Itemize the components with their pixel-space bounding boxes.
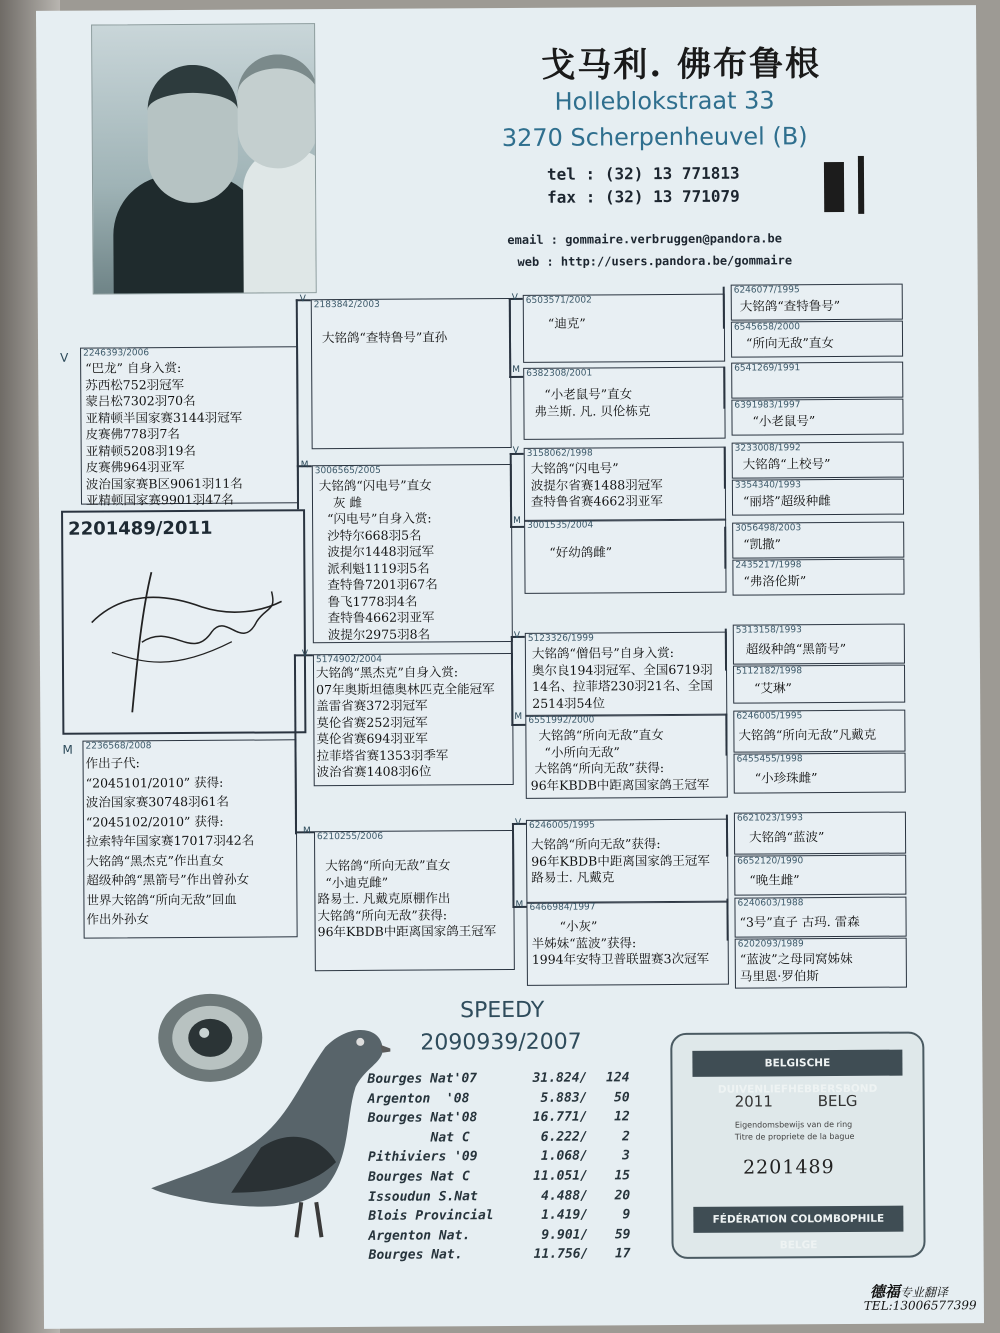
result-coefficient: 11.756 xyxy=(533,1246,581,1263)
gen3-line: 查特鲁省赛4662羽亚军 xyxy=(530,493,663,509)
gen4-ring: 6455455/1998 xyxy=(736,754,803,765)
result-birds: 59 xyxy=(614,1227,631,1243)
result-coefficient: 5.883 xyxy=(540,1090,580,1106)
gen4-line: “所向无敌”直女 xyxy=(745,335,834,351)
gen3-line: 1994年安特卫普联盟赛3次冠军 xyxy=(531,950,710,967)
gen3-ring: 6551992/2000 xyxy=(528,715,595,726)
result-row xyxy=(367,1070,667,1091)
gen2-box xyxy=(314,830,515,971)
gen4-box xyxy=(734,753,906,794)
gen3-sex: V xyxy=(513,630,521,641)
photo-face-man xyxy=(237,54,316,168)
gen4-ring: 6621023/1993 xyxy=(736,813,803,824)
dam-sex-mark: M xyxy=(62,742,73,757)
gen2-box xyxy=(311,298,512,449)
gen3-line: “小老鼠号”直女 xyxy=(544,386,633,402)
gen2-text xyxy=(319,477,438,643)
gen2-line: 96年KBDB中距离国家鸽王冠军 xyxy=(317,923,497,940)
gen2-line: 盖雷省赛372羽冠军 xyxy=(316,697,428,714)
gen4-box xyxy=(734,897,906,938)
dam-ring: 2236568/2008 xyxy=(85,741,152,752)
photo-face-woman xyxy=(147,65,238,204)
gen2-line: 大铭鸽“所向无敌”直女 xyxy=(325,857,451,874)
result-birds: 12 xyxy=(614,1109,630,1125)
gen2-line: 大铭鸽“所向无敌”获得: xyxy=(317,906,448,923)
website: web : http://users.pandora.be/gommaire xyxy=(517,253,793,269)
eye-icon xyxy=(158,994,263,1083)
gen3-text xyxy=(530,727,709,794)
result-separator: / xyxy=(580,1168,588,1184)
dam-line: “2045101/2010” 获得: xyxy=(85,774,224,791)
result-coefficient: 1.068 xyxy=(540,1148,581,1165)
footer-brand-name: 德福 xyxy=(869,1282,900,1301)
gen2-line: 莫伦省赛694羽亚军 xyxy=(316,730,428,747)
owner-name: 戈马利. 佛布鲁根 xyxy=(541,44,822,86)
sire-line: 亚精顿半国家赛3144羽冠军 xyxy=(85,409,243,426)
barcode-marks xyxy=(822,156,892,216)
speedy-results xyxy=(367,1070,668,1268)
result-birds: 2 xyxy=(621,1129,630,1145)
sire-sex-mark: V xyxy=(60,350,69,365)
gen2-line: 查特鲁4662羽亚军 xyxy=(327,609,435,626)
gen3-ring: 6466984/1997 xyxy=(529,902,596,913)
gen4-line: 大铭鸽“上校号” xyxy=(742,456,831,472)
gen4-line: 马里恩·罗伯斯 xyxy=(739,967,819,984)
gen3-line: 波提尔省赛1488羽冠军 xyxy=(530,476,663,493)
gen4-ring: 3354340/1993 xyxy=(734,480,801,491)
result-separator: / xyxy=(579,1109,588,1125)
gen2-line: 大铭鸽“黑杰克”自身入赏: xyxy=(315,664,459,681)
sire-line: 亚精顿5208羽19名 xyxy=(85,442,196,459)
gen2-sex: V xyxy=(301,649,309,660)
gen2-line: 大铭鸽“查特鲁号”直孙 xyxy=(321,329,448,346)
subject-box xyxy=(61,509,309,734)
card-top-banner: BELGISCHE DUIVENLIEFHEBBERSBOND xyxy=(692,1050,902,1077)
gen2-box xyxy=(312,464,513,643)
gen4-box xyxy=(733,710,905,753)
result-birds: 15 xyxy=(614,1168,631,1184)
gen2-line: “小迪克雌” xyxy=(325,874,389,890)
result-coefficient: 6.222 xyxy=(540,1129,580,1145)
dam-line: 波治国家赛30748羽61名 xyxy=(85,793,230,810)
result-row xyxy=(368,1148,668,1169)
footer-brand-suffix: 专业翻译 xyxy=(899,1285,948,1300)
result-row xyxy=(368,1207,668,1228)
gen3-text xyxy=(534,386,650,420)
gen2-ring: 5174902/2004 xyxy=(315,654,383,666)
gen2-ring: 6210255/2006 xyxy=(317,831,384,843)
gen3-box xyxy=(525,714,728,799)
gen4-line: “弗洛伦斯” xyxy=(743,573,807,589)
gen2-line: 派利魁1119羽5名 xyxy=(327,559,430,576)
gen2-sex: M xyxy=(300,460,309,471)
dam-line: 拉索特年国家赛17017羽42名 xyxy=(86,832,255,849)
gen2-box xyxy=(313,653,514,786)
gen2-line: 路易士. 凡戴克原棚作出 xyxy=(317,890,451,907)
sire-text xyxy=(85,360,243,509)
gen4-box xyxy=(734,855,906,896)
result-row xyxy=(368,1129,668,1150)
pigeon-illustration xyxy=(150,987,392,1260)
gen3-text xyxy=(531,460,663,510)
result-row xyxy=(368,1168,668,1189)
gen4-line: 大铭鸽“所向无敌”凡戴克 xyxy=(738,726,877,743)
result-race: Bourges Nat C xyxy=(368,1169,470,1185)
gen3-box xyxy=(523,294,725,363)
gen3-sex: M xyxy=(514,711,523,722)
gen2-text xyxy=(317,857,496,941)
gen3-line: 大铭鸽“闪电号” xyxy=(530,460,619,476)
sire-line: 皮赛佛778羽7名 xyxy=(85,426,180,442)
gen2-line: 鲁飞1778羽4名 xyxy=(327,593,418,609)
footer-tel: TEL:13006577399 xyxy=(863,1298,977,1313)
connector xyxy=(509,298,511,378)
result-separator: / xyxy=(580,1246,589,1262)
card-bottom-banner: FÉDÉRATION COLOMBOPHILE BELGE xyxy=(693,1206,903,1233)
gen3-box xyxy=(526,901,729,986)
gen3-line: 路易士. 凡戴克 xyxy=(531,869,615,885)
gen3-ring: 5123326/1999 xyxy=(527,633,594,644)
gen4-line: “凯撒” xyxy=(743,536,782,552)
connector xyxy=(512,823,515,908)
result-birds: 3 xyxy=(622,1148,631,1164)
gen4-line: “小珍珠雌” xyxy=(754,770,818,786)
connector xyxy=(724,447,726,489)
gen4-box xyxy=(733,624,905,665)
result-separator: / xyxy=(579,1070,588,1086)
result-birds: 17 xyxy=(614,1246,631,1262)
gen2-line: 灰 雌 xyxy=(332,494,363,510)
dam-line: “2045102/2010” 获得: xyxy=(85,813,224,830)
gen4-ring: 5112182/1998 xyxy=(736,666,803,677)
result-coefficient: 11.051 xyxy=(533,1168,581,1184)
result-separator: / xyxy=(580,1188,589,1204)
gen4-ring: 5313158/1993 xyxy=(735,625,802,636)
connector xyxy=(726,815,728,857)
gen4-box xyxy=(734,812,906,855)
result-separator: / xyxy=(579,1090,588,1106)
result-race: Bourges Nat'07 xyxy=(367,1071,478,1087)
gen3-text xyxy=(532,918,710,969)
gen4-box xyxy=(732,559,904,596)
result-birds: 124 xyxy=(605,1070,630,1086)
gen4-line: 大铭鸽“查特鲁号” xyxy=(739,297,841,314)
connector xyxy=(723,287,725,329)
result-birds: 20 xyxy=(614,1187,631,1203)
gen3-ring: 3158062/1998 xyxy=(526,448,593,459)
sire-line: 亚精顿国家赛9901羽47名 xyxy=(85,491,234,508)
gen2-line: 波治省赛1408羽6位 xyxy=(316,763,432,780)
gen3-box xyxy=(524,519,726,594)
gen3-box xyxy=(524,447,726,522)
result-separator: / xyxy=(579,1148,588,1164)
result-race: Bourges Nat'08 xyxy=(367,1110,478,1127)
gen3-line: 大铭鸽“所向无敌”获得: xyxy=(534,760,665,776)
result-coefficient: 1.419 xyxy=(541,1207,581,1223)
result-race: Argenton '08 xyxy=(367,1090,470,1107)
result-row xyxy=(368,1188,668,1209)
card-ring-number: 2201489 xyxy=(742,1156,835,1179)
gen4-ring: 3233008/1992 xyxy=(734,443,801,454)
connector xyxy=(511,636,514,726)
gen4-ring: 6545658/2000 xyxy=(733,322,800,333)
gen3-line: 96年KBDB中距离国家鸽王冠军 xyxy=(530,776,710,793)
result-separator: / xyxy=(580,1227,589,1243)
photo-figure-man xyxy=(243,149,317,294)
gen2-line: 莫伦省赛252羽冠军 xyxy=(316,714,428,730)
gen2-line: 07年奥斯坦德奥林匹克全能冠军 xyxy=(316,680,495,697)
gen2-text xyxy=(316,664,495,781)
gen4-line: “3号”直子 古玛. 雷森 xyxy=(739,913,860,930)
gen3-ring: 6382308/2001 xyxy=(526,368,593,379)
gen3-box xyxy=(525,632,728,717)
connector xyxy=(726,899,728,941)
subject-ring: 2201489/2011 xyxy=(68,517,213,540)
gen4-box xyxy=(731,399,903,436)
connector xyxy=(510,453,512,528)
speedy-ring: 2090939/2007 xyxy=(420,1029,582,1056)
result-birds: 9 xyxy=(622,1207,631,1223)
result-race: Pithiviers '09 xyxy=(367,1149,478,1166)
gen3-ring: 6503571/2002 xyxy=(525,295,592,306)
email: email : gommaire.verbruggen@pandora.be xyxy=(507,231,782,248)
gen4-line: 大铭鸽“蓝波” xyxy=(748,829,825,845)
ring-certificate xyxy=(670,1031,925,1259)
gen3-ring: 6246005/1995 xyxy=(528,820,596,831)
gen3-text xyxy=(531,836,710,887)
gen4-box xyxy=(732,522,904,559)
result-race: Issoudun S.Nat xyxy=(368,1188,478,1205)
sire-line: 皮赛佛964羽亚军 xyxy=(85,458,185,475)
gen4-ring: 6246005/1995 xyxy=(736,711,803,722)
gen4-line: 超级种鸽“黑箭号” xyxy=(745,640,847,657)
gen4-text xyxy=(740,951,853,985)
sire-ring: 2246393/2006 xyxy=(83,348,150,359)
gen3-line: “小灰” xyxy=(559,918,598,934)
result-race: Bourges Nat. xyxy=(368,1247,463,1264)
dam-box xyxy=(82,739,297,938)
gen4-box xyxy=(731,284,903,321)
gen3-line: “小所向无敌” xyxy=(544,743,620,760)
gen3-line: 弗兰斯. 凡. 贝伦栋克 xyxy=(534,402,651,419)
gen3-box xyxy=(526,819,729,904)
gen3-ring: 3001535/2004 xyxy=(527,520,594,531)
gen2-line: “闪电号”自身入赏: xyxy=(327,510,432,527)
result-race: Nat C xyxy=(367,1130,470,1146)
gen2-line: 沙特尔668羽5名 xyxy=(327,527,422,543)
result-coefficient: 31.824 xyxy=(532,1070,580,1086)
connector xyxy=(724,527,726,569)
city-address: 3270 Scherpenheuvel (B) xyxy=(501,122,808,153)
dam-line: 超级种鸽“黑箭号”作出曾孙女 xyxy=(86,871,250,888)
gen2-line: 拉菲塔省赛1353羽季军 xyxy=(316,746,449,763)
sire-line: 波治国家赛B区9061羽11名 xyxy=(85,475,243,492)
gen4-ring: 2435217/1998 xyxy=(735,560,802,571)
card-year: 2011 xyxy=(734,1092,773,1111)
dam-line: 大铭鸽“黑杰克”作出直女 xyxy=(86,852,224,869)
pedigree-sheet xyxy=(36,5,984,1329)
result-race: Argenton Nat. xyxy=(368,1228,471,1244)
gen3-sex: V xyxy=(514,817,522,828)
gen4-ring: 6391983/1997 xyxy=(734,400,801,411)
connector xyxy=(725,714,727,756)
gen2-line: 波提尔2975羽8名 xyxy=(327,625,431,642)
connector xyxy=(725,629,727,671)
gen4-line: “丽塔”超级种雌 xyxy=(742,493,831,509)
connector xyxy=(723,367,725,409)
connector xyxy=(509,376,523,378)
gen4-box xyxy=(733,665,905,704)
result-row xyxy=(368,1109,668,1130)
gen4-box xyxy=(731,362,903,399)
gen3-line: 半姊妹“蓝波”获得: xyxy=(531,934,637,951)
connector xyxy=(510,526,524,528)
gen4-ring: 6652120/1990 xyxy=(737,856,804,867)
street-address: Holleblokstraat 33 xyxy=(554,86,775,116)
gen2-sex: M xyxy=(302,826,311,837)
gen3-line: 大铭鸽“僧侣号”自身入赏: xyxy=(531,644,674,661)
gen4-box xyxy=(735,938,907,989)
gen4-line: “艾琳” xyxy=(754,680,792,696)
card-line1: Eigendomsbewijs van de ring xyxy=(734,1119,853,1130)
result-coefficient: 9.901 xyxy=(541,1227,581,1243)
sire-line: 蒙吕松7302羽70名 xyxy=(85,392,196,409)
result-row xyxy=(368,1227,668,1248)
gen3-text xyxy=(532,645,713,712)
gen4-ring: 3056498/2003 xyxy=(735,523,802,534)
result-birds: 50 xyxy=(613,1089,630,1105)
gen3-line: “迪克” xyxy=(547,315,586,331)
gen3-box xyxy=(523,367,725,440)
gen2-line: 波提尔1448羽冠军 xyxy=(327,543,435,560)
gen2-line: 大铭鸽“闪电号”直女 xyxy=(318,477,432,494)
connector xyxy=(511,724,525,726)
gen3-line: 大铭鸽“所向无敌”获得: xyxy=(531,836,661,852)
gen4-ring: 6202093/1989 xyxy=(737,939,804,950)
gen3-sex: M xyxy=(515,899,524,910)
gen3-sex: M xyxy=(513,515,521,526)
dam-line: 作出外孙女 xyxy=(86,911,150,927)
gen3-line: 大铭鸽“所向无敌”直女 xyxy=(538,727,664,743)
sire-box xyxy=(80,346,299,508)
owners-photo xyxy=(91,23,317,294)
fax: fax : (32) 13 771079 xyxy=(547,186,740,207)
dam-line: 作出子代: xyxy=(85,755,140,771)
telephone: tel : (32) 13 771813 xyxy=(546,163,740,184)
result-race: Blois Provincial xyxy=(368,1208,494,1225)
gen4-box xyxy=(732,442,904,479)
gen3-line: “好幼鸽雌” xyxy=(549,544,613,560)
gen3-sex: V xyxy=(511,292,518,303)
result-row xyxy=(369,1246,669,1267)
gen4-box xyxy=(731,321,903,358)
gen3-line: 奥尔良194羽冠军、全国6719羽 xyxy=(531,661,713,678)
gen4-ring: 6246077/1995 xyxy=(733,285,800,296)
gen3-sex: V xyxy=(512,445,519,456)
gen2-ring: 2183842/2003 xyxy=(313,299,380,311)
gen2-ring: 3006565/2005 xyxy=(314,465,381,477)
sire-line: “巴龙” 自身入赏: xyxy=(85,360,182,376)
dam-text xyxy=(86,753,255,930)
result-separator: / xyxy=(579,1129,588,1145)
gen3-line: 96年KBDB中距离国家鸽王冠军 xyxy=(531,852,710,869)
gen3-line: 2514羽54位 xyxy=(532,694,605,711)
gen4-line: “小老鼠号” xyxy=(752,413,816,429)
gen3-sex: M xyxy=(512,364,520,375)
gen4-box xyxy=(732,479,904,516)
result-separator: / xyxy=(580,1207,589,1223)
gen2-line: 查特鲁7201羽67名 xyxy=(327,576,438,593)
gen4-ring: 6541269/1991 xyxy=(734,363,801,374)
gen4-line: “晚生雌” xyxy=(749,872,800,888)
signature-icon xyxy=(81,551,292,722)
gen3-line: 14名、拉菲塔230羽21名、全国 xyxy=(532,677,713,694)
gen4-line: “蓝波”之母同窝姊妹 xyxy=(739,950,853,967)
result-row xyxy=(368,1090,668,1111)
card-country: BELG xyxy=(817,1091,858,1111)
speedy-name: SPEEDY xyxy=(460,997,545,1024)
connector xyxy=(296,299,299,509)
gen2-sex: V xyxy=(299,294,306,305)
dam-line: 世界大铭鸽“所向无敌”回血 xyxy=(86,891,237,908)
sire-line: 苏西松752羽冠军 xyxy=(85,376,185,393)
card-line2: Titre de propriete de la bague xyxy=(734,1131,855,1142)
result-coefficient: 16.771 xyxy=(532,1109,580,1126)
result-coefficient: 4.488 xyxy=(541,1188,581,1204)
gen4-ring: 6240603/1988 xyxy=(737,898,804,909)
